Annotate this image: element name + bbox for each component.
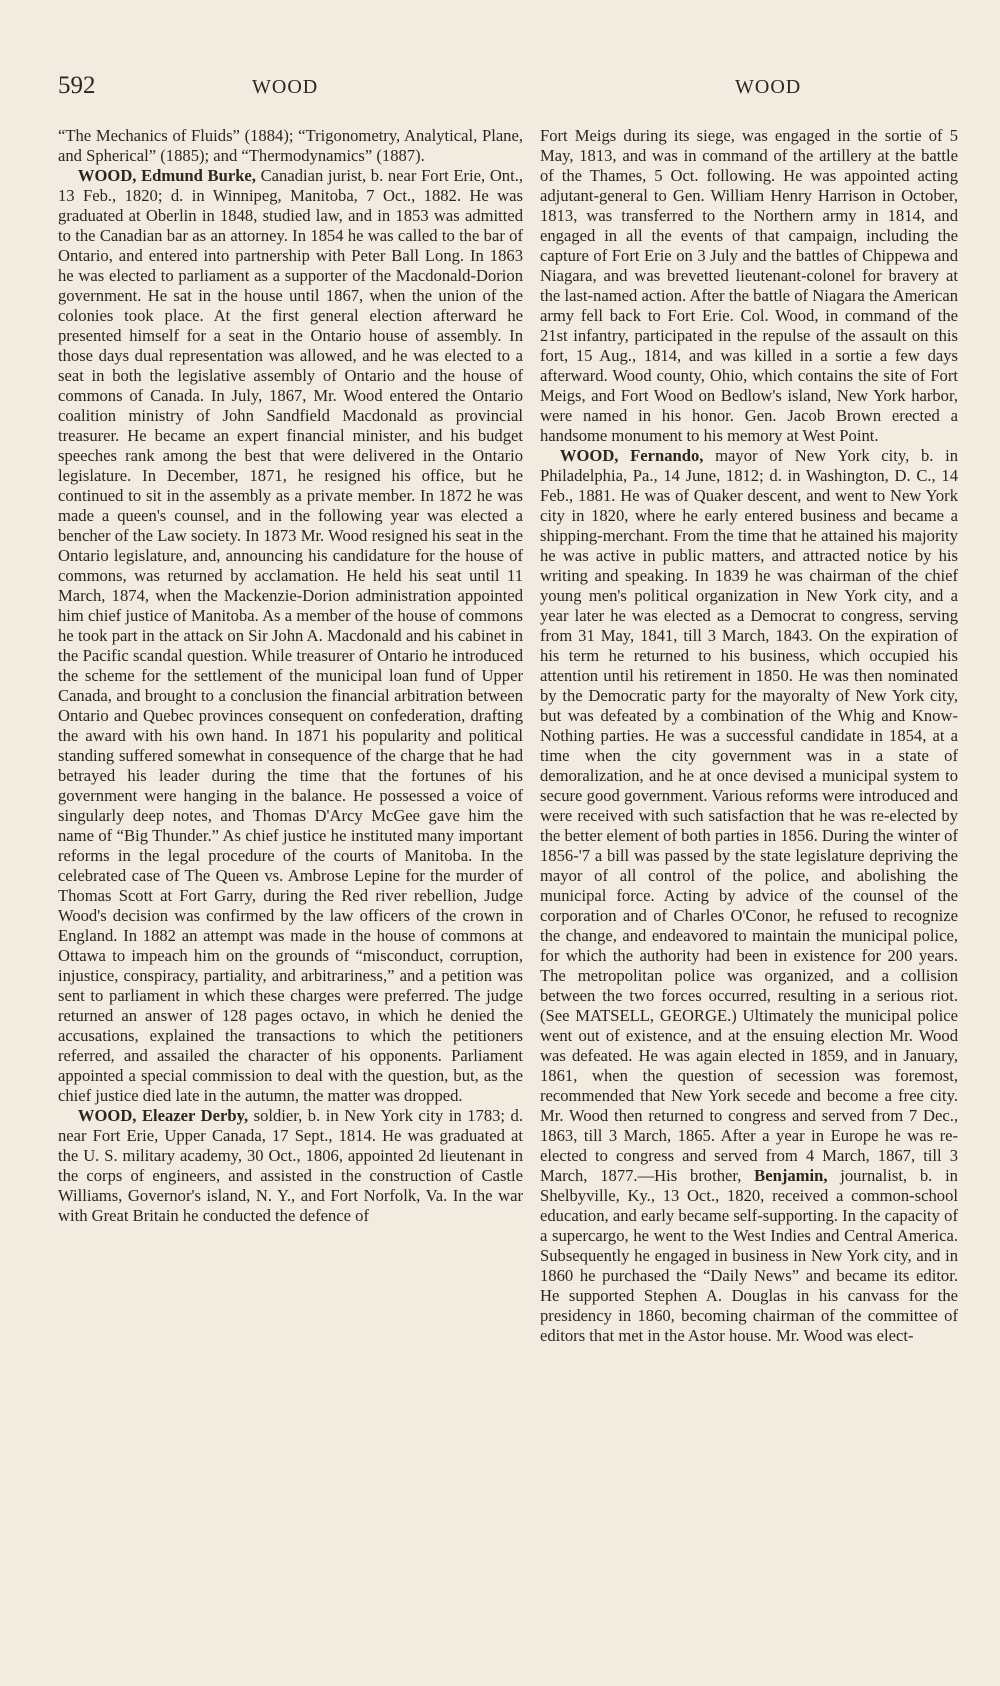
entry-body: soldier, b. in New York city in 1783; d. near Fort Erie, Upper Canada, 17 Sept., 1814. He was graduated at the U. S. military academy, 30 Oct., 1806, appointed 2d lieutenant in the corps of engineers, and assisted in the construction of Castle Williams, Governor's island, N. Y., and Fort Norfolk, Va. In the war with Great Britain he conducted the defence of [58,1106,523,1225]
entry-body: Canadian jurist, b. near Fort Erie, Ont., 13 Feb., 1820; d. in Winnipeg, Manitoba, 7 Oct., 1882. He was graduated at Oberlin in 1848, studied law, and in 1853 was admitted to the Canadian bar as an attorney. In 1854 he was called to the bar of Ontario, and entered into partnership with Peter Ball Long. In 1863 he was elected to parliament as a supporter of the Macdonald-Dorion government. He sat in the house until 1867, when the union of the colonies took place. At the first general election afterward he presented himself for a seat in the Ontario house of assembly. In those days dual representation was allowed, and he was elected to a seat in both the legislative assembly of Ontario and the house of commons of Canada. In July, 1867, Mr. Wood entered the Ontario coalition ministry of John Sandfield Macdonald as provincial treasurer. He became an expert financial minister, and his budget speeches rank among the best that were delivered in the Ontario legislature. In December, 1871, he resigned his office, but he continued to sit in the assembly as a private member. In 1872 he was made a queen's counsel, and in the following year was elected a bencher of the Law society. In 1873 Mr. Wood resigned his seat in the Ontario legislature, and, announcing his candidature for the house of commons, was returned by acclamation. He held his seat until 11 March, 1874, when the Mackenzie-Dorion administration appointed him chief justice of Manitoba. As a member of the house of commons he took part in the attack on Sir John A. Macdonald and his cabinet in the Pacific scandal question. While treasurer of Ontario he introduced the scheme for the settlement of the municipal loan fund of Upper Canada, and brought to a conclusion the financial arbitration between Ontario and Quebec provinces consequent on confederation, drafting the award with his own hand. In 1871 his popularity and political standing suffered somewhat in consequence of the charge that he had betrayed his leader during the time that the fortunes of his government were hanging in the balance. He possessed a voice of singularly deep notes, and Thomas D'Arcy McGee gave him the name of “Big Thunder.” As chief justice he instituted many important reforms in the legal procedure of the courts of Manitoba. In the celebrated case of The Queen vs. Ambrose Lepine for the murder of Thomas Scott at Fort Garry, during the Red river rebellion, Judge Wood's decision was confirmed by the law officers of the crown in England. In 1882 an attempt was made in the house of commons at Ottawa to impeach him on the grounds of “misconduct, corruption, injustice, conspiracy, partiality, and arbitrariness,” and a petition was sent to parliament in which these charges were preferred. The judge returned an answer of 128 pages octavo, in which he denied the accusations, explained the transactions to which the petitioners referred, and assailed the character of his opponents. Parliament appointed a special commission to deal with the question, but, as the chief justice died late in the autumn, the matter was dropped. [58,166,524,1105]
continuation-paragraph: Fort Meigs during its siege, was engaged in the sortie of 5 May, 1813, and was in command of the artillery at the battle of the Thames, 5 Oct. following. He was appointed acting adjutant-general to Gen. William Henry Harrison in October, 1813, was transferred to the Northern army in 1814, and engaged in all the events of that campaign, including the capture of Fort Erie on 3 July and the battles of Chippewa and Niagara, and was brevetted lieutenant-colonel for bravery at the last-named action. After the battle of Niagara the American army fell back to Fort Erie. Col. Wood, in command of the 21st infantry, participated in the repulse of the assault on this fort, 15 Aug., 1814, and was killed in a sortie a few days afterward. Wood county, Ohio, which contains the site of Fort Meigs, and Fort Wood on Bedlow's island, New York harbor, were named in his honor. Gen. Jacob Brown erected a handsome monument to his memory at West Point. [540,126,958,445]
entry-headword: WOOD, Eleazer Derby, [77,1106,249,1125]
entry-headword: WOOD, Edmund Burke, [77,166,256,185]
entry-eleazer-derby-wood [58,1106,523,1226]
running-head-left: WOOD [252,76,319,98]
continuation-paragraph: “The Mechanics of Fluids” (1884); “Trigonometry, Analytical, Plane, and Spherical” (1885); and “Thermodynamics” (1887). [58,126,523,165]
sub-entry-headword: Benjamin, [754,1166,828,1185]
entry-body: mayor of New York city, b. in Philadelphia, Pa., 14 June, 1812; d. in Washington, D. C., 14 Feb., 1881. He was of Quaker descent, and went to New York city in 1820, where he early entered business and became a shipping-merchant. From the time that he attained his majority he was active in public matters, and attracted notice by his writing and speaking. In 1839 he was chairman of the chief young men's political organization in New York city, and a year later he was elected as a Democrat to congress, serving from 31 May, 1841, till 3 March, 1843. On the expiration of his term he returned to his business, which occupied his attention until his retirement in 1850. He was then nominated by the Democratic party for the mayoralty of New York city, but was defeated by a combination of the Whig and Know-Nothing parties. He was a successful candidate in 1854, at a time when the city government was in a state of demoralization, and he at once devised a municipal system to secure good government. Various reforms were introduced and were received with such satisfaction that he was re-elected by the better element of both parties in 1856. During the winter of 1856-'7 a bill was passed by the state legislature depriving the mayor of all control of the police, and abolishing the municipal force. Acting by advice of the counsel of the corporation and of Charles O'Conor, he refused to recognize the change, and endeavored to maintain the municipal police, for which the authority had been in existence for 200 years. The metropolitan police was organized, and a collision between the two forces occurred, resulting in a serious riot. (See MATSELL, GEORGE.) Ultimately the municipal police went out of existence, and at the ensuing election Mr. Wood was defeated. He was again elected in 1859, and in January, 1861, when the question of secession was foremost, recommended that New York secede and become a free city. Mr. Wood then returned to congress and served from 7 Dec., 1863, till 3 March, 1865. After a year in Europe he was re-elected to congress and served from 4 March, 1867, till 3 March, 1877.—His brother, [540,446,959,1185]
page-number: 592 [58,72,96,99]
entry-fernando-wood [540,446,958,1346]
running-head-right: WOOD [735,76,802,98]
right-column [540,126,958,1346]
left-column [58,126,523,1226]
entry-headword: WOOD, Fernando, [559,446,704,465]
sub-entry-body: journalist, b. in Shelbyville, Ky., 13 Oct., 1820, received a common-school education, and early became self-supporting. In the capacity of a supercargo, he went to the West Indies and Central America. Subsequently he engaged in business in New York city, and in 1860 he purchased the “Daily News” and became its editor. He supported Stephen A. Douglas in his canvass for the presidency in 1860, becoming chairman of the committee of editors that met in the Astor house. Mr. Wood was elect- [540,1166,958,1345]
entry-edmund-burke-wood [58,166,523,1106]
